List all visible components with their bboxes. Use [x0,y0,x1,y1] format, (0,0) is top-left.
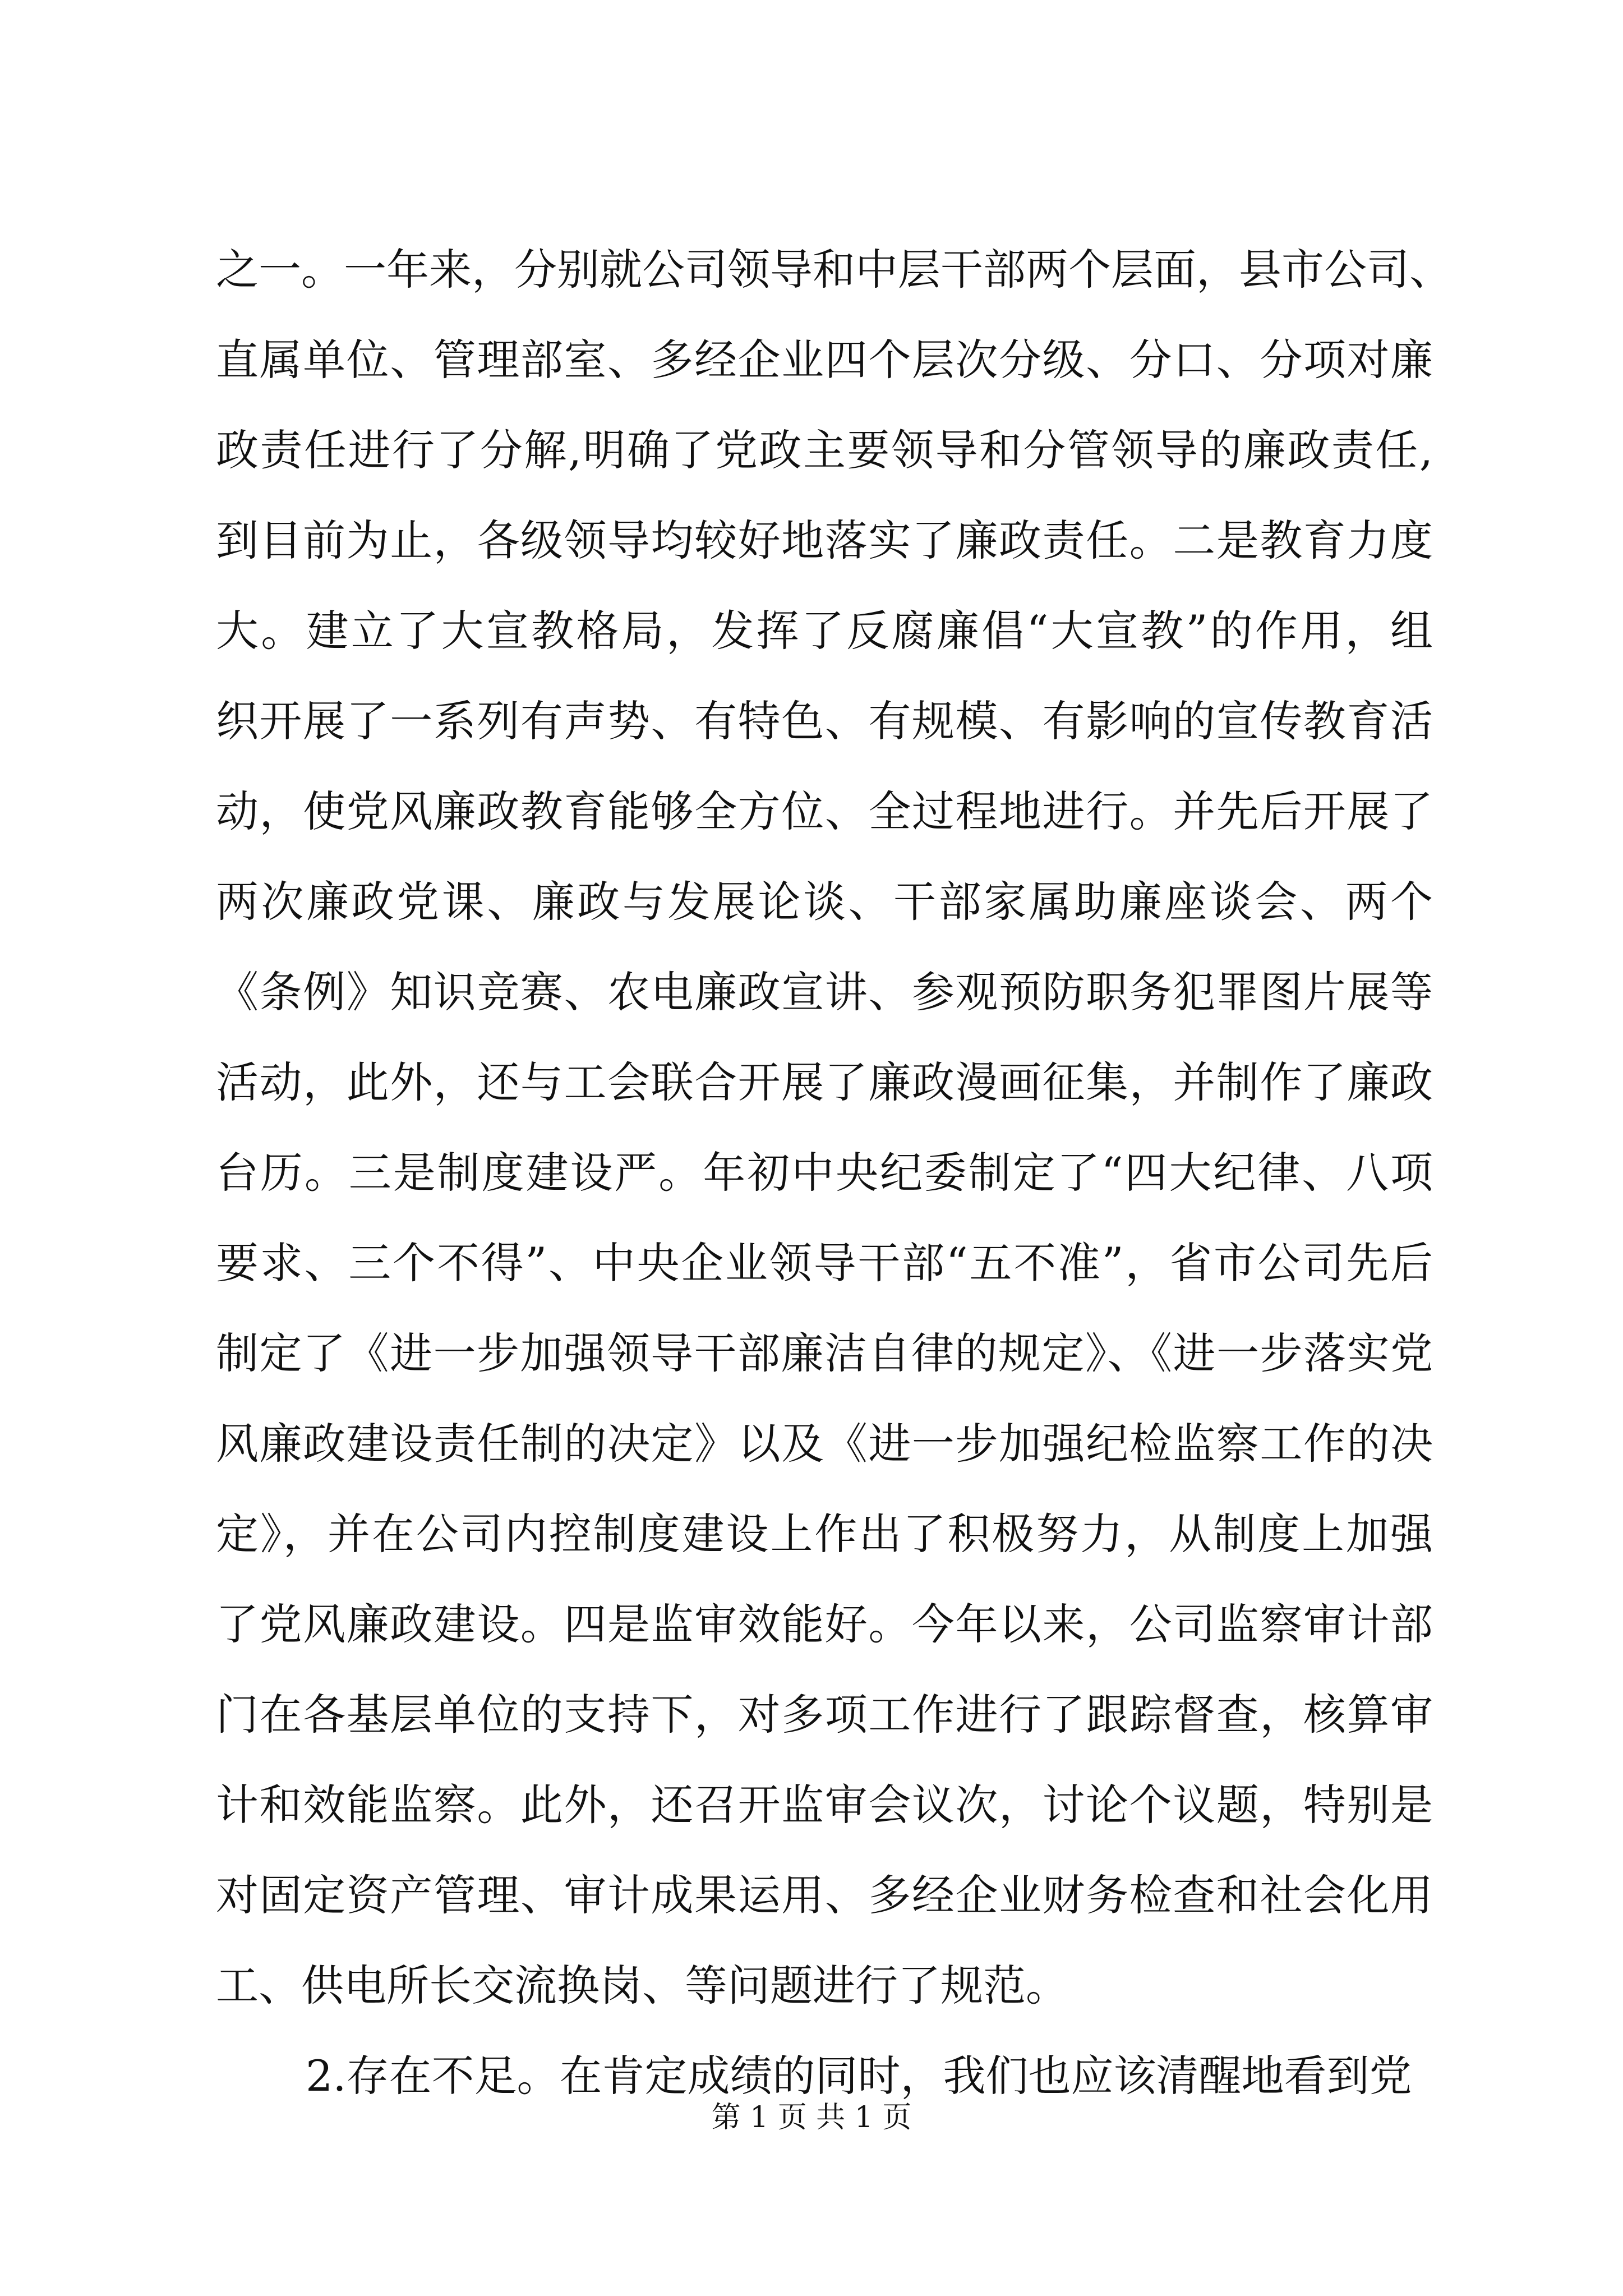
text-line: 活动，此外，还与工会联合开展了廉政漫画征集，并制作了廉政 [216,1057,1433,1107]
text-line: 动，使党风廉政教育能够全方位、全过程地进行。并先后开展了 [216,786,1433,836]
text-line: 直属单位、管理部室、多经企业四个层次分级、分口、分项对廉 [216,335,1433,385]
text-line: 大。建立了大宣教格局，发挥了反腐廉倡“大宣教”的作用，组 [216,606,1433,656]
paragraph-last-line: 工、供电所长交流换岗、等问题进行了规范。 [216,1961,1068,2010]
text-line: 门在各基层单位的支持下，对多项工作进行了跟踪督查，核算审 [216,1690,1433,1740]
text-line: 计和效能监察。此外，还召开监审会议次，讨论个议题，特别是 [216,1780,1433,1830]
text-line: 政责任进行了分解,明确了党政主要领导和分管领导的廉政责任, [216,425,1433,475]
page-footer: 第 1 页 共 1 页 [711,2101,912,2134]
text-line: 要求、三个不得”、中央企业领导干部“五不准”，省市公司先后 [216,1238,1433,1288]
text-line: 织开展了一系列有声势、有特色、有规模、有影响的宣传教育活 [216,696,1433,746]
text-line: 制定了《进一步加强领导干部廉洁自律的规定》、《进一步落实党 [216,1328,1433,1378]
text-line: 两次廉政党课、廉政与发展论谈、干部家属助廉座谈会、两个 [216,877,1433,927]
text-line: 定》，并在公司内控制度建设上作出了积极努力，从制度上加强 [216,1509,1433,1559]
text-line: 到目前为止，各级领导均较好地落实了廉政责任。二是教育力度 [216,516,1433,565]
text-line: 之一。一年来，分别就公司领导和中层干部两个层面，县市公司、 [216,245,1452,295]
text-line: 台历。三是制度建设严。年初中央纪委制定了“四大纪律、八项 [216,1148,1433,1198]
paragraph-first-line: 2.存在不足。在肯定成绩的同时，我们也应该清醒地看到党 [306,2051,1412,2101]
text-line: 风廉政建设责任制的决定》以及《进一步加强纪检监察工作的决 [216,1419,1433,1469]
text-line: 了党风廉政建设。四是监审效能好。今年以来，公司监察审计部 [216,1599,1433,1649]
text-line: 《条例》知识竞赛、农电廉政宣讲、参观预防职务犯罪图片展等 [216,967,1433,1017]
text-line: 对固定资产管理、审计成果运用、多经企业财务检查和社会化用 [216,1870,1433,1920]
document-body [216,224,1452,2121]
